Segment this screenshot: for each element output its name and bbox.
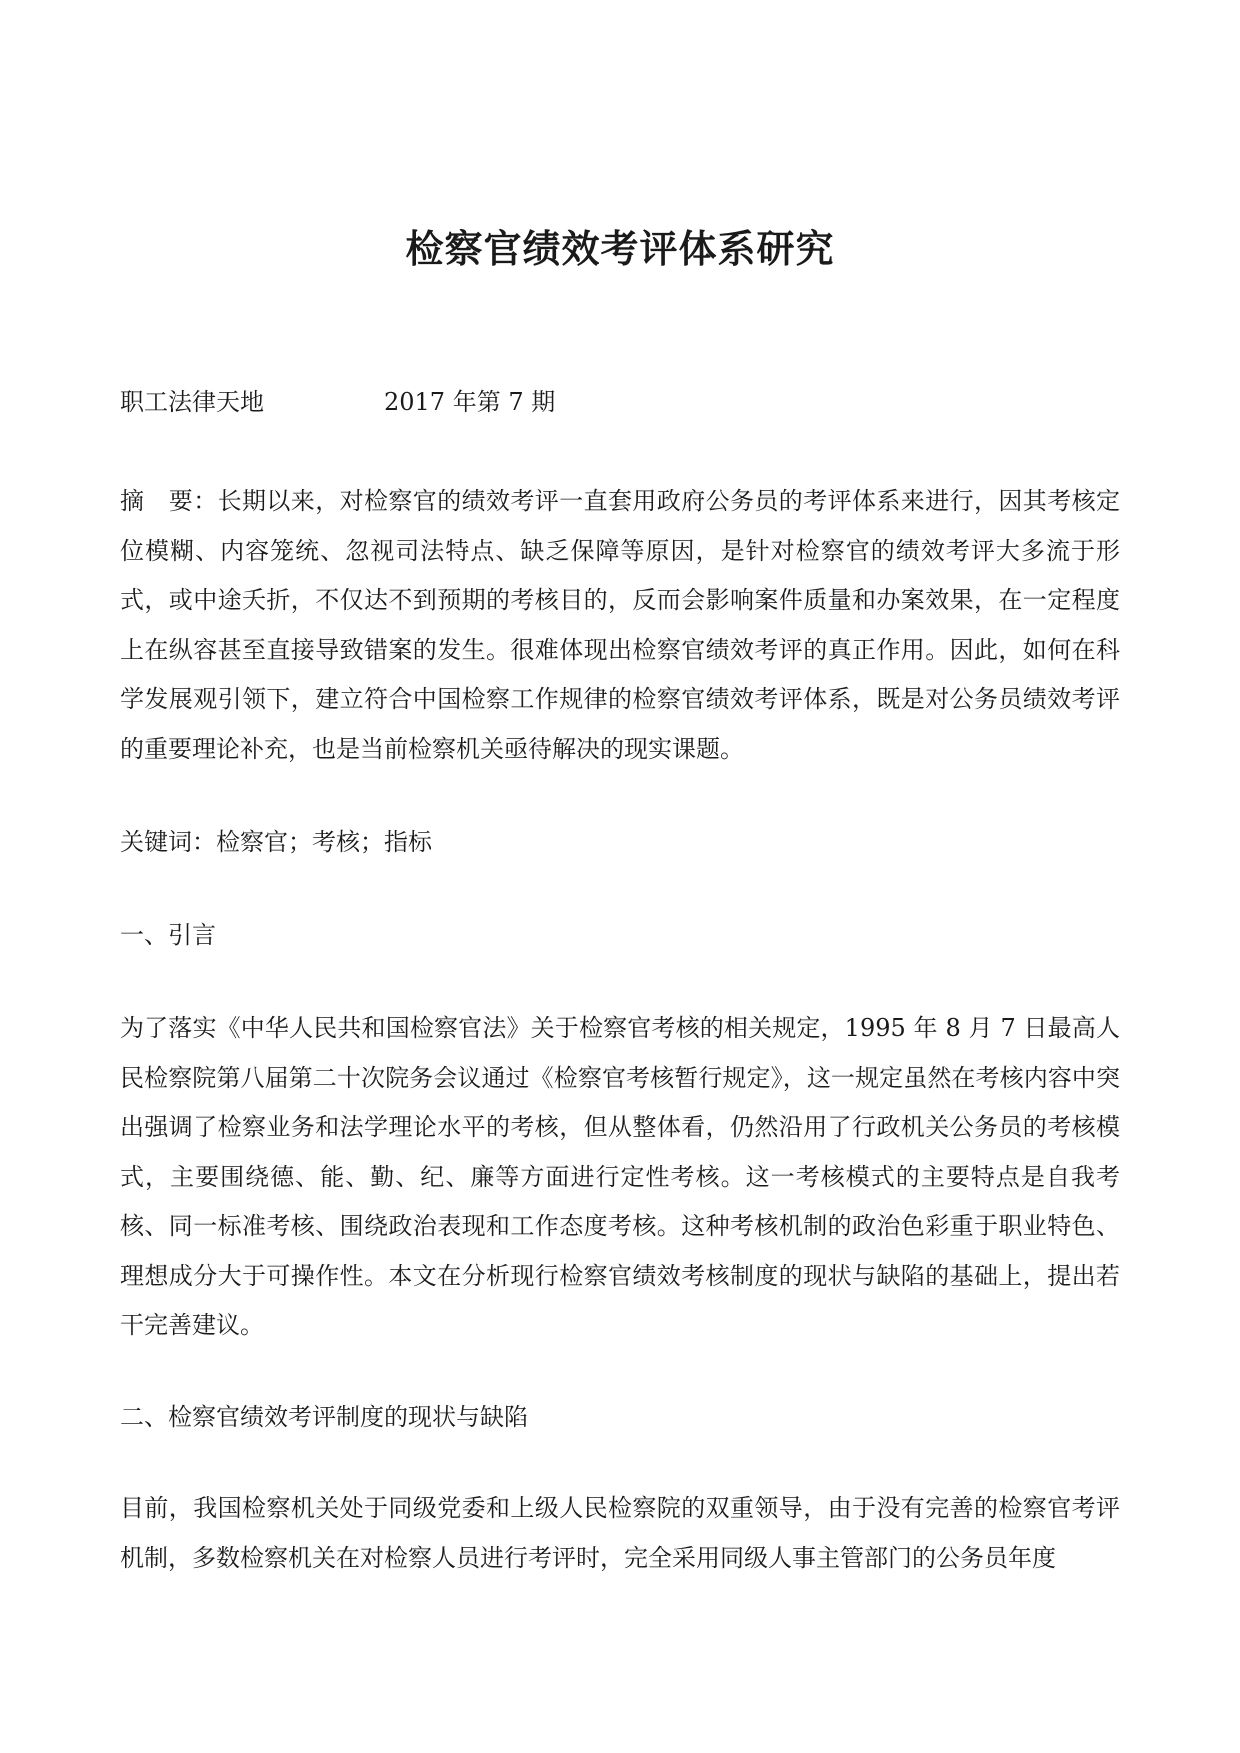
section-paragraph-introduction: 为了落实《中华人民共和国检察官法》关于检察官考核的相关规定，1995 年 8 月 7 日最高人民检察院第八届第二十次院务会议通过《检察官考核暂行规定》，这一规定虽然在考核内容中突出强调了检察业务和法学理论水平的考核，但从整体看，仍然沿用了行政机关公务员的考核模式，主要围绕德、能、勤、纪、廉等方面进行定性考核。这一考核模式的主要特点是自我考核、同一标准考核、围绕政治表现和工作态度考核。这种考核机制的政治色彩重于职业特色、理想成分大于可操作性。本文在分析现行检察官绩效考核制度的现状与缺陷的基础上，提出若干完善建议。 xyxy=(120,1014,1120,1339)
keywords-line xyxy=(120,818,1120,868)
abstract-paragraph xyxy=(120,477,1120,774)
article-title: 检察官绩效考评体系研究 xyxy=(405,226,835,271)
issue-number: 2017 年第 7 期 xyxy=(384,388,556,416)
journal-name: 职工法律天地 xyxy=(120,388,264,416)
section-heading-status: 二、检察官绩效考评制度的现状与缺陷 xyxy=(120,1403,528,1431)
keywords-text: 检察官；考核；指标 xyxy=(216,828,432,856)
source-line xyxy=(120,382,555,422)
abstract-text: 长期以来，对检察官的绩效考评一直套用政府公务员的考评体系来进行，因其考核定位模糊、内容笼统、忽视司法特点、缺乏保障等原因，是针对检察官的绩效考评大多流于形式，或中途夭折，不仅达不到预期的考核目的，反而会影响案件质量和办案效果，在一定程度上在纵容甚至直接导致错案的发生。很难体现出检察官绩效考评的真正作用。因此，如何在科学发展观引领下，建立符合中国检察工作规律的检察官绩效考评体系，既是对公务员绩效考评的重要理论补充，也是当前检察机关亟待解决的现实课题。 xyxy=(120,487,1121,763)
abstract-label-first: 摘 xyxy=(120,487,145,515)
section-paragraph-status: 目前，我国检察机关处于同级党委和上级人民检察院的双重领导，由于没有完善的检察官考评机制，多数检察机关在对检察人员进行考评时，完全采用同级人事主管部门的公务员年度 xyxy=(120,1494,1120,1572)
keywords-label: 关键词： xyxy=(120,828,216,856)
abstract-label-second: 要： xyxy=(168,487,218,515)
section-heading-introduction: 一、引言 xyxy=(120,921,216,949)
